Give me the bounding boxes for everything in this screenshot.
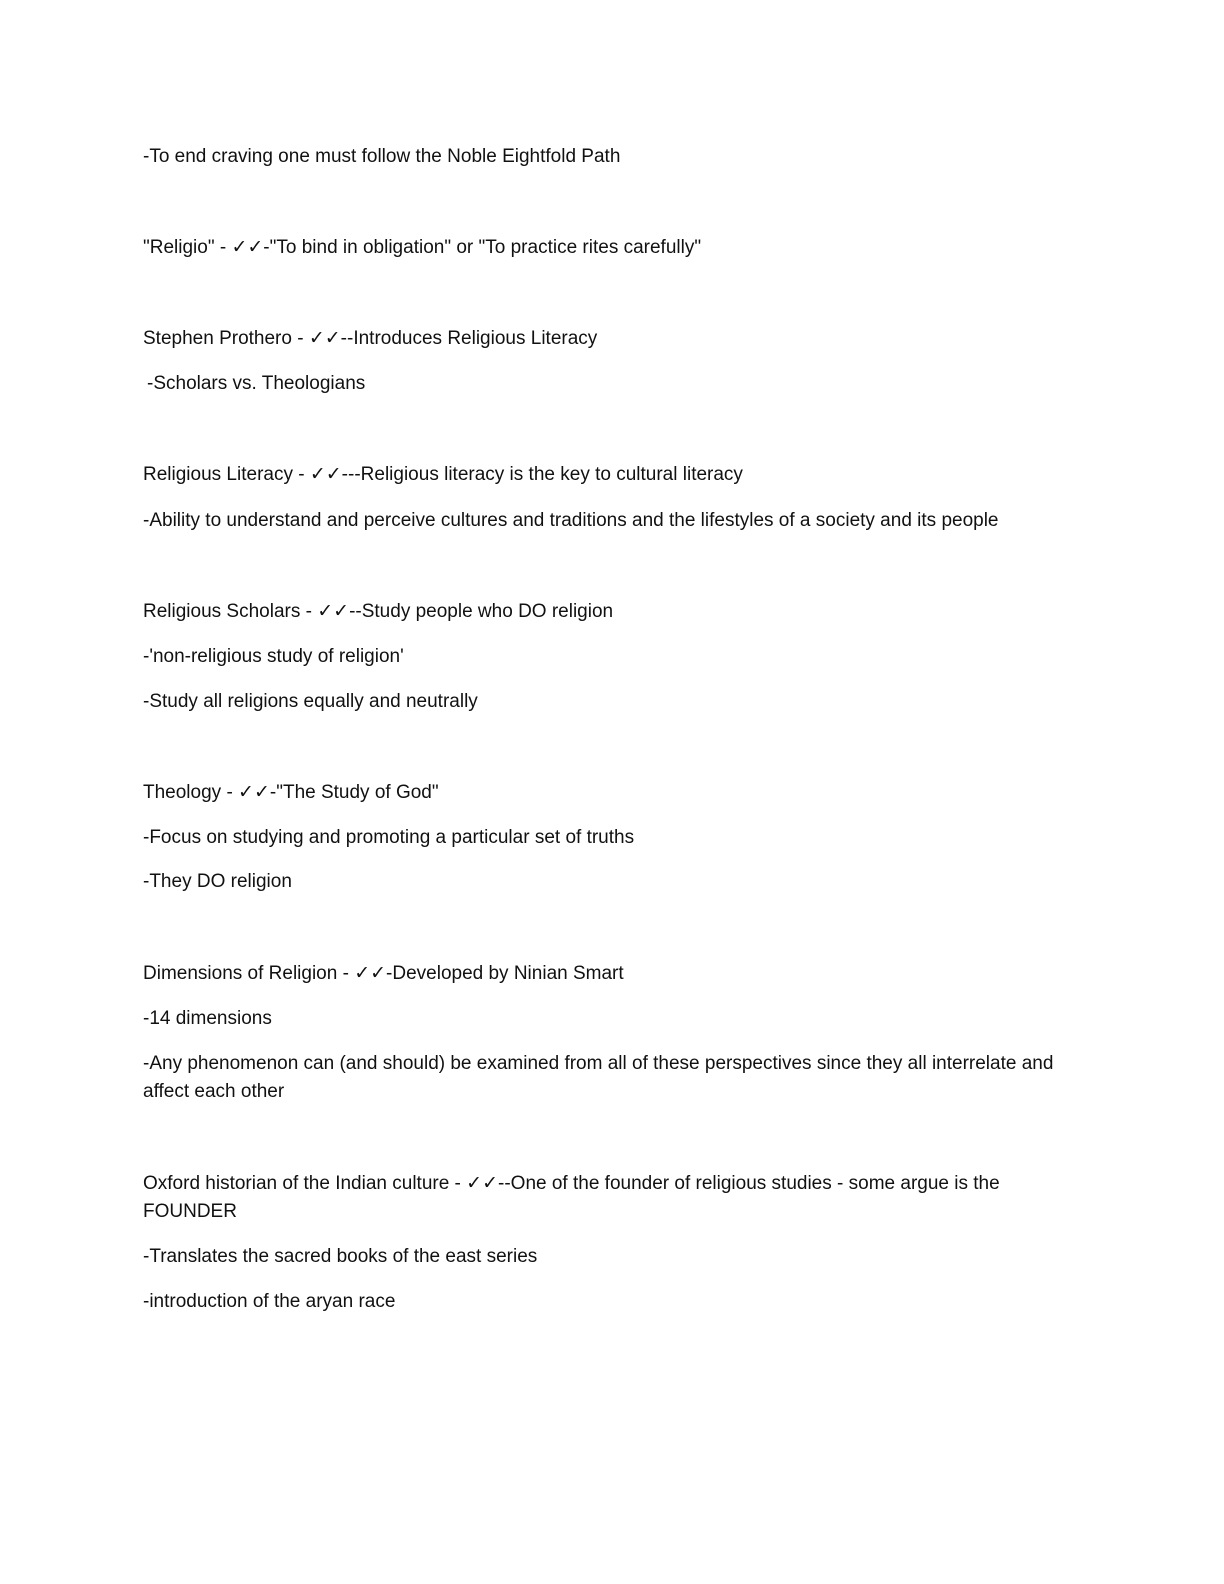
text-line-they-do-religion: -They DO religion	[143, 871, 292, 892]
text-line-scholars-vs-theologians: -Scholars vs. Theologians	[147, 373, 366, 394]
text-line-any-phenomenon: -Any phenomenon can (and should) be examined from all of these perspectives since they all interrelate and affect each other	[143, 1053, 1054, 1102]
text-line-theology: Theology - ✓✓-"The Study of God"	[143, 782, 439, 803]
text-line-14-dimensions: -14 dimensions	[143, 1008, 272, 1029]
text-line-religio: "Religio" - ✓✓-"To bind in obligation" or "To practice rites carefully"	[143, 237, 702, 258]
text-line-religious-literacy: Religious Literacy - ✓✓---Religious literacy is the key to cultural literacy	[143, 464, 743, 485]
text-line-stephen-prothero: Stephen Prothero - ✓✓--Introduces Religious Literacy	[143, 328, 598, 349]
text-line-ability-to-understand: -Ability to understand and perceive cultures and traditions and the lifestyles of a society and its people	[143, 510, 999, 531]
text-line-dimensions-of-religion: Dimensions of Religion - ✓✓-Developed by Ninian Smart	[143, 963, 624, 984]
text-line-sacred-books: -Translates the sacred books of the east series	[143, 1246, 538, 1267]
text-line-focus-on-studying: -Focus on studying and promoting a particular set of truths	[143, 827, 635, 848]
text-line-religious-scholars: Religious Scholars - ✓✓--Study people who DO religion	[143, 601, 614, 622]
text-line-aryan-race: -introduction of the aryan race	[143, 1291, 396, 1312]
text-line-study-all-religions: -Study all religions equally and neutrally	[143, 691, 478, 712]
text-line-non-religious-study: -'non-religious study of religion'	[143, 646, 404, 667]
text-line-eightfold-path: -To end craving one must follow the Noble Eightfold Path	[143, 146, 621, 167]
text-line-oxford-historian: Oxford historian of the Indian culture - ✓✓--One of the founder of religious studies - some argue is the FOUNDER	[143, 1173, 1000, 1222]
